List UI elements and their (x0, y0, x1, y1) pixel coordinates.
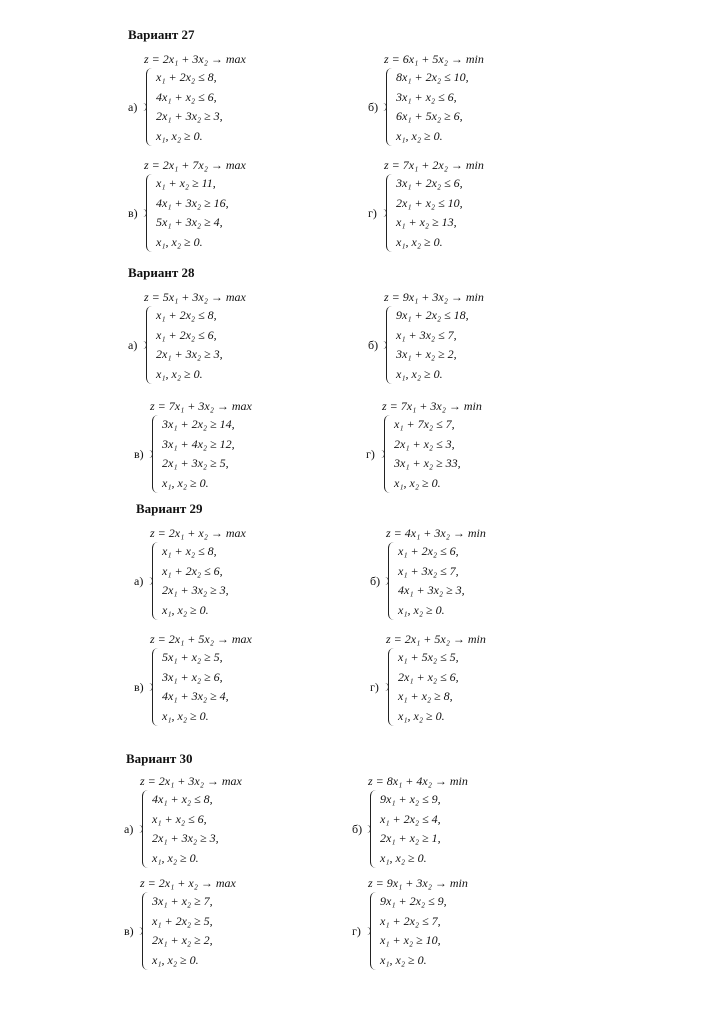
problem-b (352, 772, 552, 868)
constraint: x₁ + 5x₂ ≤ 5, (398, 650, 459, 664)
problem-v (134, 397, 334, 493)
constraint: 9x₁ + 2x₂ ≤ 9, (380, 894, 447, 908)
constraint: x₁ + 7x₂ ≤ 7, (394, 417, 455, 431)
problem-label: а) (124, 821, 134, 836)
constraint: x₁, x₂ ≥ 0. (398, 708, 445, 723)
constraint: 3x₁ + x₂ ≥ 33, (394, 456, 461, 470)
objective-function: z = 2x₁ + 5x₂ → min (386, 632, 486, 646)
objective-function: z = 7x₁ + 2x₂ → min (384, 158, 484, 172)
left-brace (386, 174, 394, 252)
constraint: x₁, x₂ ≥ 0. (398, 602, 445, 617)
objective-function: z = 6x₁ + 5x₂ → min (384, 52, 484, 66)
constraint: 3x₁ + 2x₂ ≤ 6, (396, 176, 463, 190)
constraint: x₁ + x₂ ≥ 8, (398, 689, 453, 703)
variant-title: Вариант 28 (128, 265, 195, 280)
constraint-system (352, 790, 552, 868)
constraint: x₁ + x₂ ≥ 11, (156, 176, 216, 190)
constraint: 2x₁ + x₂ ≥ 2, (152, 933, 213, 947)
constraint: 2x₁ + 3x₂ ≥ 3, (162, 583, 229, 597)
constraint: 6x₁ + 5x₂ ≥ 6, (396, 109, 463, 123)
objective-function: z = 2x₁ + 3x₂ → max (144, 52, 246, 66)
constraint: x₁ + x₂ ≥ 10, (380, 933, 441, 947)
constraint-system (124, 790, 324, 868)
problem-b (368, 288, 568, 384)
constraint: 3x₁ + 2x₂ ≥ 14, (162, 417, 235, 431)
constraint: 2x₁ + 3x₂ ≥ 3, (152, 831, 219, 845)
constraint: 2x₁ + x₂ ≤ 3, (394, 436, 455, 451)
constraint: x₁, x₂ ≥ 0. (380, 850, 427, 865)
problem-g (368, 156, 568, 252)
objective-function: z = 7x₁ + 3x₂ → min (382, 399, 482, 413)
objective-function: z = 2x₁ + x₂ → max (140, 876, 236, 890)
problem-label: в) (124, 923, 134, 938)
constraint: x₁ + 2x₂ ≤ 7, (380, 913, 441, 928)
problem-g (370, 630, 570, 726)
objective-function: z = 7x₁ + 3x₂ → max (150, 399, 252, 413)
problem-b (368, 50, 568, 146)
constraint: x₁ + 2x₂ ≤ 6, (162, 563, 223, 578)
constraint-system (352, 892, 552, 970)
constraint: x₁, x₂ ≥ 0. (396, 234, 443, 249)
problem-label: г) (370, 679, 379, 694)
problem-v (124, 874, 324, 970)
constraint: 9x₁ + 2x₂ ≤ 18, (396, 308, 469, 322)
constraint-system (368, 174, 568, 252)
left-brace (142, 790, 150, 868)
left-brace (388, 648, 396, 726)
problem-b (370, 524, 570, 620)
constraint: 9x₁ + x₂ ≤ 9, (380, 792, 441, 806)
left-brace (370, 892, 378, 970)
constraint: x₁, x₂ ≥ 0. (156, 366, 203, 381)
objective-function: z = 5x₁ + 3x₂ → max (144, 290, 246, 304)
constraint: 2x₁ + x₂ ≤ 10, (396, 195, 463, 210)
problem-a (124, 772, 324, 868)
constraint-system (134, 542, 334, 620)
left-brace (142, 892, 150, 970)
constraint: x₁ + 2x₂ ≤ 6, (156, 327, 217, 342)
left-brace (388, 542, 396, 620)
problem-label: б) (368, 337, 379, 352)
left-brace (146, 68, 154, 146)
objective-function: z = 2x₁ + 3x₂ → max (140, 774, 242, 788)
objective-function: z = 2x₁ + 5x₂ → max (150, 632, 252, 646)
constraint-system (368, 68, 568, 146)
constraint: 3x₁ + 4x₂ ≥ 12, (162, 436, 235, 451)
problem-label: г) (368, 205, 377, 220)
constraint: x₁ + x₂ ≤ 6, (152, 811, 207, 826)
objective-function: z = 2x₁ + 7x₂ → max (144, 158, 246, 172)
constraint-system (368, 306, 568, 384)
problem-label: в) (134, 446, 144, 461)
constraint: x₁, x₂ ≥ 0. (156, 234, 203, 249)
objective-function: z = 2x₁ + x₂ → max (150, 526, 246, 540)
constraint: 5x₁ + x₂ ≥ 5, (162, 650, 223, 664)
problem-g (352, 874, 552, 970)
constraint: x₁, x₂ ≥ 0. (162, 602, 209, 617)
objective-function: z = 4x₁ + 3x₂ → min (386, 526, 486, 540)
problem-a (134, 524, 334, 620)
constraint: 4x₁ + x₂ ≤ 6, (156, 89, 217, 104)
constraint: x₁ + 2x₂ ≥ 5, (152, 913, 213, 928)
problem-v (128, 156, 328, 252)
objective-function: z = 9x₁ + 3x₂ → min (384, 290, 484, 304)
constraint: x₁, x₂ ≥ 0. (396, 128, 443, 143)
constraint: 3x₁ + x₂ ≥ 7, (152, 894, 213, 908)
constraint: x₁ + x₂ ≤ 8, (162, 544, 217, 558)
constraint: x₁ + 3x₂ ≤ 7, (398, 563, 459, 578)
constraint: 8x₁ + 2x₂ ≤ 10, (396, 70, 469, 84)
constraint: x₁ + x₂ ≥ 13, (396, 215, 457, 229)
constraint: 4x₁ + x₂ ≤ 8, (152, 792, 213, 806)
constraint: x₁ + 2x₂ ≤ 8, (156, 70, 217, 84)
constraint: 3x₁ + x₂ ≥ 2, (396, 347, 457, 361)
left-brace (386, 68, 394, 146)
constraint: x₁ + 2x₂ ≤ 8, (156, 308, 217, 322)
variant-title: Вариант 30 (126, 751, 193, 766)
constraint: x₁, x₂ ≥ 0. (162, 475, 209, 490)
left-brace (386, 306, 394, 384)
problem-label: в) (128, 205, 138, 220)
constraint: x₁, x₂ ≥ 0. (396, 366, 443, 381)
constraint: x₁, x₂ ≥ 0. (152, 850, 199, 865)
problem-label: б) (352, 821, 363, 836)
left-brace (152, 648, 160, 726)
problem-label: г) (366, 446, 375, 461)
constraint: x₁ + 2x₂ ≤ 6, (398, 544, 459, 558)
left-brace (146, 174, 154, 252)
objective-function: z = 8x₁ + 4x₂ → min (368, 774, 468, 788)
left-brace (146, 306, 154, 384)
constraint-system (124, 892, 324, 970)
problem-label: а) (134, 573, 144, 588)
left-brace (370, 790, 378, 868)
constraint: 2x₁ + x₂ ≤ 6, (398, 669, 459, 684)
constraint-system (134, 415, 334, 493)
problem-label: в) (134, 679, 144, 694)
constraint-system (370, 542, 570, 620)
constraint: 3x₁ + x₂ ≥ 6, (162, 669, 223, 684)
constraint: 5x₁ + 3x₂ ≥ 4, (156, 215, 223, 229)
problem-g (366, 397, 566, 493)
variant-title: Вариант 29 (136, 501, 203, 516)
problem-v (134, 630, 334, 726)
problem-a (128, 50, 328, 146)
problem-label: а) (128, 337, 138, 352)
constraint: x₁, x₂ ≥ 0. (394, 475, 441, 490)
constraint-system (366, 415, 566, 493)
constraint: x₁, x₂ ≥ 0. (152, 952, 199, 967)
left-brace (152, 542, 160, 620)
constraint: x₁, x₂ ≥ 0. (380, 952, 427, 967)
constraint-system (370, 648, 570, 726)
objective-function: z = 9x₁ + 3x₂ → min (368, 876, 468, 890)
constraint: 2x₁ + 3x₂ ≥ 5, (162, 456, 229, 470)
constraint: 2x₁ + 3x₂ ≥ 3, (156, 347, 223, 361)
constraint: 4x₁ + 3x₂ ≥ 3, (398, 583, 465, 597)
constraint: x₁, x₂ ≥ 0. (156, 128, 203, 143)
problem-a (128, 288, 328, 384)
constraint-system (134, 648, 334, 726)
constraint: 4x₁ + 3x₂ ≥ 4, (162, 689, 229, 703)
constraint: x₁, x₂ ≥ 0. (162, 708, 209, 723)
constraint: x₁ + 3x₂ ≤ 7, (396, 327, 457, 342)
variant-title: Вариант 27 (128, 27, 195, 42)
constraint: 2x₁ + 3x₂ ≥ 3, (156, 109, 223, 123)
constraint: x₁ + 2x₂ ≤ 4, (380, 811, 441, 826)
constraint-system (128, 68, 328, 146)
problem-label: б) (370, 573, 381, 588)
problem-label: г) (352, 923, 361, 938)
left-brace (384, 415, 392, 493)
constraint-system (128, 174, 328, 252)
problem-label: б) (368, 99, 379, 114)
problem-label: а) (128, 99, 138, 114)
constraint-system (128, 306, 328, 384)
constraint: 3x₁ + x₂ ≤ 6, (396, 89, 457, 104)
left-brace (152, 415, 160, 493)
constraint: 2x₁ + x₂ ≥ 1, (380, 831, 441, 845)
constraint: 4x₁ + 3x₂ ≥ 16, (156, 195, 229, 210)
